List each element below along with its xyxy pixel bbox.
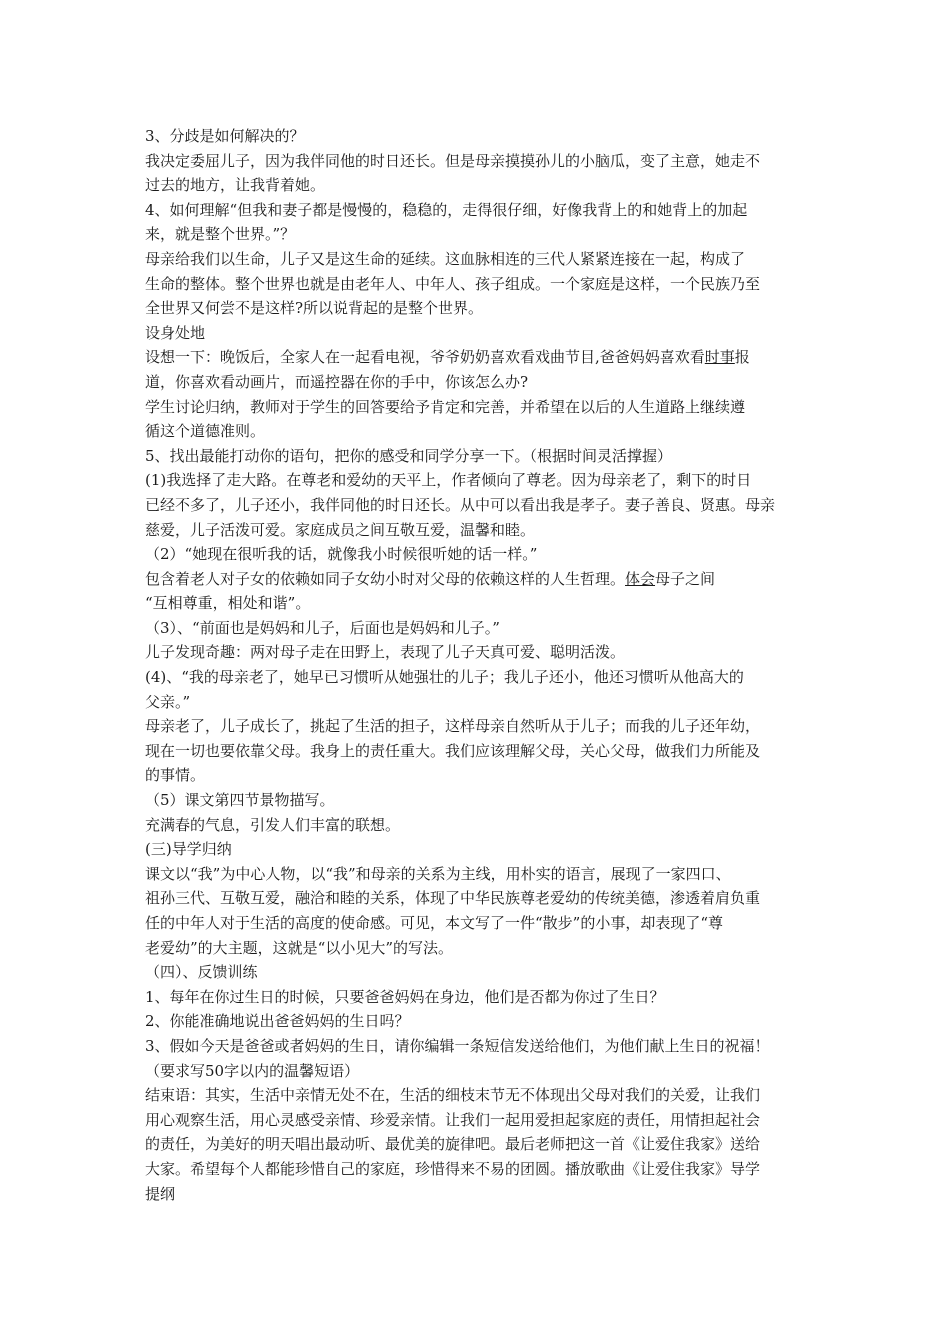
text-line: （5）课文第四节景物描写。: [145, 791, 335, 810]
text-line: 全世界又何尝不是这样?所以说背起的是整个世界。: [145, 299, 484, 318]
text-line: 任的中年人对于生活的高度的使命感。可见，本文写了一件“散步”的小事，却表现了“尊: [145, 914, 724, 932]
text-line: 的事情。: [145, 766, 206, 785]
text-line: （四）、反馈训练: [145, 963, 258, 982]
text-line: 循这个道德准则。: [145, 422, 266, 441]
text-line: 来，就是整个世界。”？: [145, 225, 296, 244]
text-line: (1)我选择了走大路。在尊老和爱幼的天平上，作者倾向了尊老。因为母亲老了，剩下的时日: [145, 471, 752, 490]
text-segment: 包含着老人对子女的依赖如同子女幼小时对父母的依赖这样的人生哲理。: [145, 569, 626, 588]
text-line: [145, 567, 811, 592]
text-line: “互相尊重，相处和谐”。: [145, 594, 311, 613]
text-line: 祖孙三代、互敬互爱，融洽和睦的关系，体现了中华民族尊老爱幼的传统美德，渗透着肩负重: [145, 889, 761, 908]
text-segment: 母子之间: [655, 569, 716, 588]
text-line: （要求写50字以内的温馨短语）: [145, 1061, 360, 1080]
text-line: 生命的整体。整个世界也就是由老年人、中年人、孩子组成。一个家庭是这样，一个民族乃至: [145, 274, 761, 293]
underlined-text: 体会: [625, 569, 656, 588]
text-line: (三)导学归纳: [145, 840, 232, 859]
text-line: 的责任，为美好的明天唱出最动听、最优美的旋律吧。最后老师把这一首《让爱住我家》送给: [145, 1135, 761, 1154]
text-line: 慈爱，儿子活泼可爱。家庭成员之间互敬互爱，温馨和睦。: [145, 520, 536, 539]
text-line: 用心观察生活，用心灵感受亲情、珍爱亲情。让我们一起用爱担起家庭的责任，用情担起社会: [145, 1110, 761, 1129]
text-line: 3、分歧是如何解决的？: [145, 127, 305, 145]
text-line: 母亲老了，儿子成长了，挑起了生活的担子，这样母亲自然听从于儿子；而我的儿子还年幼，: [145, 717, 761, 736]
text-line: 现在一切也要依靠父母。我身上的责任重大。我们应该理解父母，关心父母，做我们力所能及: [145, 741, 761, 760]
text-line: 过去的地方，让我背着她。: [145, 176, 326, 195]
text-line: (4)、“我的母亲老了，她早已习惯听从她强壮的儿子；我儿子还小，他还习惯听从他高大的: [145, 668, 744, 687]
text-line: （2）“她现在很听我的话，就像我小时候很听她的话一样。”: [145, 545, 538, 564]
text-line: 老爱幼”的大主题，这就是“以小见大”的写法。: [145, 938, 454, 957]
text-line: 5、找出最能打动你的语句，把你的感受和同学分享一下。（根据时间灵活撑握）: [145, 446, 673, 465]
text-line: 学生讨论归纳，教师对于学生的回答要给予肯定和完善，并希望在以后的人生道路上继续遵: [145, 397, 746, 416]
text-line: 道，你喜欢看动画片，而遥控器在你的手中，你该怎么办?: [145, 372, 529, 391]
underlined-text: 时事: [704, 348, 735, 367]
text-segment: 设想一下：晚饭后，全家人在一起看电视，爷爷奶奶喜欢看戏曲节目,爸爸妈妈喜欢看: [145, 348, 705, 367]
text-line: 结束语：其实，生活中亲情无处不在，生活的细枝末节无不体现出父母对我们的关爱，让我们: [145, 1086, 761, 1105]
document-body: [145, 124, 811, 1206]
text-line: 3、假如今天是爸爸或者妈妈的生日，请你编辑一条短信发送给他们，为他们献上生日的祝福！: [145, 1036, 770, 1055]
text-line: 1、每年在你过生日的时候，只要爸爸妈妈在身边，他们是否都为你过了生日？: [145, 987, 665, 1006]
text-line: 2、你能准确地说出爸爸妈妈的生日吗？: [145, 1012, 410, 1031]
text-line: 已经不多了，儿子还小，我伴同他的时日还长。从中可以看出我是孝子。妻子善良、贤惠。母亲: [145, 495, 776, 514]
text-line: （3）、“前面也是妈妈和儿子，后面也是妈妈和儿子。”: [145, 618, 500, 637]
text-line: 课文以“我”为中心人物，以“我”和母亲的关系为主线，用朴实的语言，展现了一家四口、: [145, 864, 731, 883]
text-line: [145, 345, 811, 370]
text-line: 充满春的气息，引发人们丰富的联想。: [145, 815, 401, 834]
text-line: 大家。希望每个人都能珍惜自己的家庭，珍惜得来不易的团圆。播放歌曲《让爱住我家》导学: [145, 1159, 761, 1178]
text-line: 设身处地: [145, 323, 206, 342]
text-line: 提纲: [145, 1184, 176, 1203]
text-line: 母亲给我们以生命，儿子又是这生命的延续。这血脉相连的三代人紧紧连接在一起，构成了: [145, 249, 746, 268]
text-line: 4、如何理解“但我和妻子都是慢慢的，稳稳的，走得很仔细，好像我背上的和她背上的加起: [145, 200, 748, 219]
text-line: 我决定委屈儿子，因为我伴同他的时日还长。但是母亲摸摸孙儿的小脑瓜，变了主意，她走不: [145, 151, 761, 170]
text-line: 儿子发现奇趣：两对母子走在田野上，表现了儿子天真可爱、聪明活泼。: [145, 643, 626, 662]
text-segment: 报: [734, 348, 750, 367]
text-line: 父亲。”: [145, 692, 191, 711]
